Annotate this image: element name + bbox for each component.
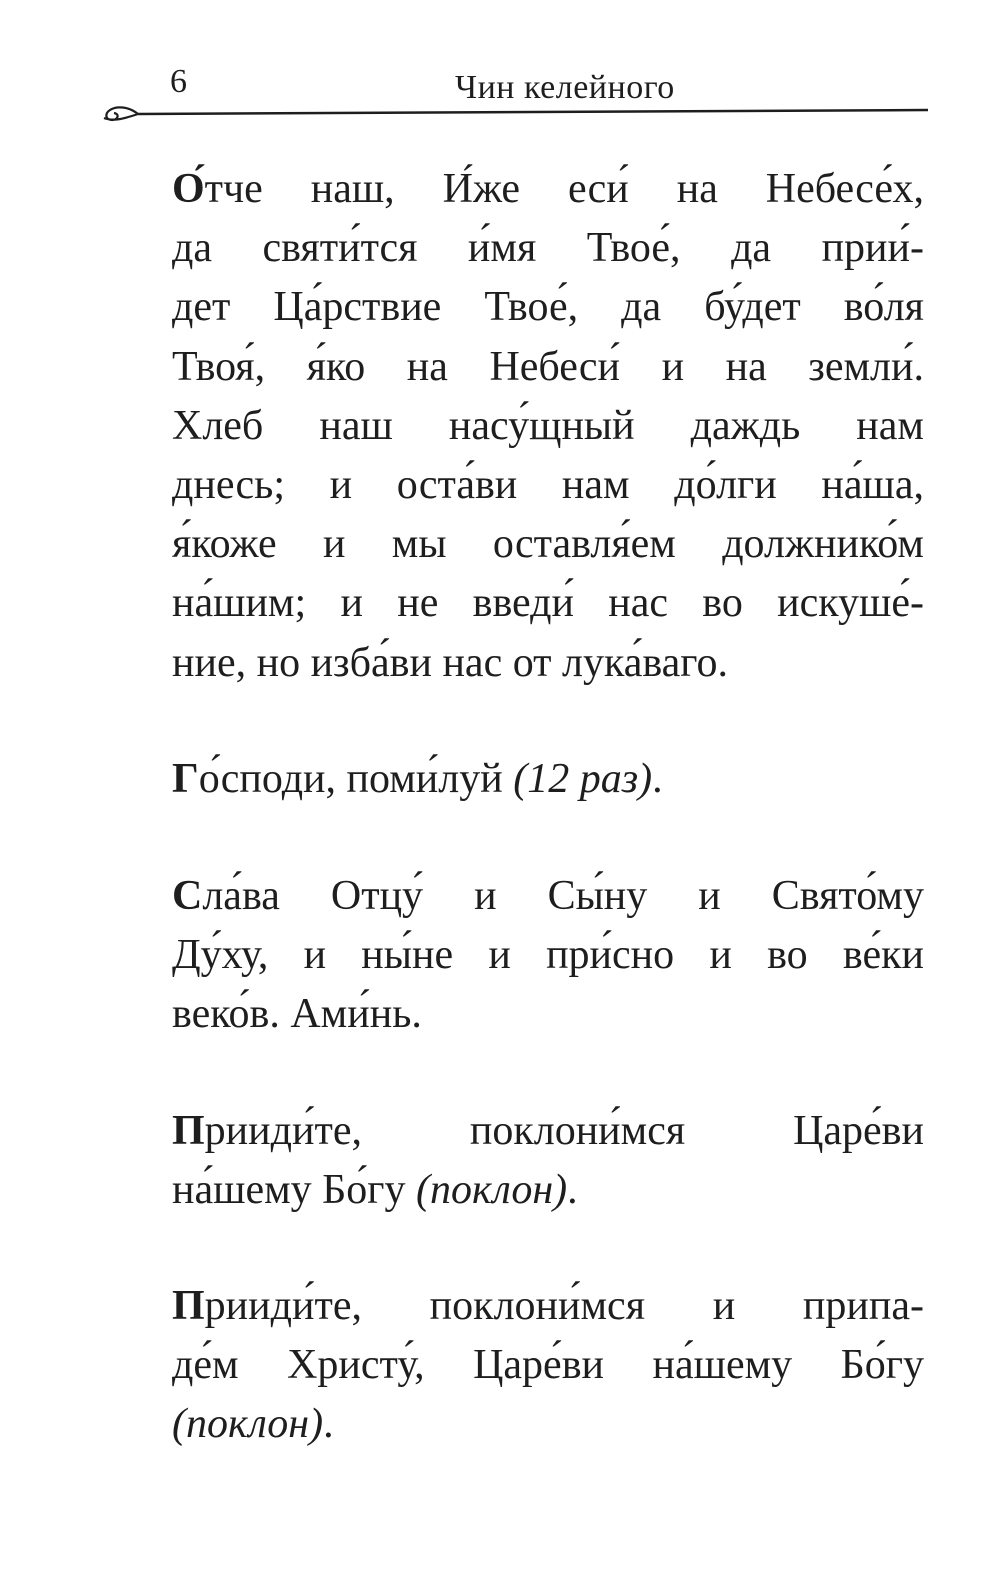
prayer-text (172, 160, 924, 1512)
prayer-line: на́шим; и не введи́ нас во искуше́- (172, 580, 924, 627)
drop-initial: Г (172, 755, 199, 802)
prayer-line: ние, но изба́ви нас от лука́ваго. (172, 639, 728, 686)
prayer-line: на́шему Бо́гу (172, 1166, 417, 1213)
page-number: 6 (170, 63, 187, 100)
page-header (0, 0, 1000, 130)
line-end: . (567, 1166, 578, 1213)
prayer-line: Хлеб наш насу́щный даждь нам (172, 402, 924, 449)
prayer-line: днесь; и оста́ви нам до́лги на́ша, (172, 462, 924, 509)
prayer-line: дет Ца́рствие Твое́, да бу́дет во́ля (172, 284, 924, 331)
prayer-line: Ду́ху, и ны́не и при́сно и во ве́ки (172, 932, 924, 979)
flourish-rule-icon (98, 96, 928, 126)
drop-initial: П (172, 1283, 205, 1330)
drop-initial: С (172, 873, 203, 920)
prayer-paragraph (172, 867, 924, 1045)
rubric-note: (12 раз) (513, 755, 653, 802)
prayer-line: рииди́те, поклони́мся Царе́ви (204, 1107, 924, 1154)
prayer-line: ла́ва Отцу́ и Сы́ну и Свято́му (202, 873, 924, 920)
drop-initial: О́ (172, 166, 205, 212)
prayer-line: о́споди, поми́луй (198, 755, 514, 802)
prayer-paragraph (172, 1102, 924, 1220)
prayer-line: да святи́тся и́мя Твое́, да прии́- (172, 225, 924, 272)
prayer-line: тче наш, И́же еси́ на Небесе́х, (204, 166, 924, 212)
rubric-note: (поклон) (172, 1401, 324, 1448)
line-end: . (323, 1401, 334, 1448)
line-end: . (652, 755, 663, 802)
prayer-paragraph (172, 160, 924, 693)
prayer-paragraph (172, 1277, 924, 1455)
prayer-line: де́м Христу́, Царе́ви на́шему Бо́гу (172, 1342, 924, 1389)
prayer-line: рииди́те, поклони́мся и припа- (204, 1283, 924, 1330)
prayer-line: Твоя́, я́ко на Небеси́ и на земли́. (172, 343, 924, 390)
drop-initial: П (172, 1107, 205, 1154)
rubric-note: (поклон) (416, 1166, 568, 1213)
prayer-paragraph (172, 750, 924, 809)
prayer-line: веко́в. Ами́нь. (172, 991, 422, 1038)
prayer-line: я́коже и мы оставля́ем должнико́м (172, 521, 924, 568)
running-title: Чин келейного (455, 69, 675, 106)
